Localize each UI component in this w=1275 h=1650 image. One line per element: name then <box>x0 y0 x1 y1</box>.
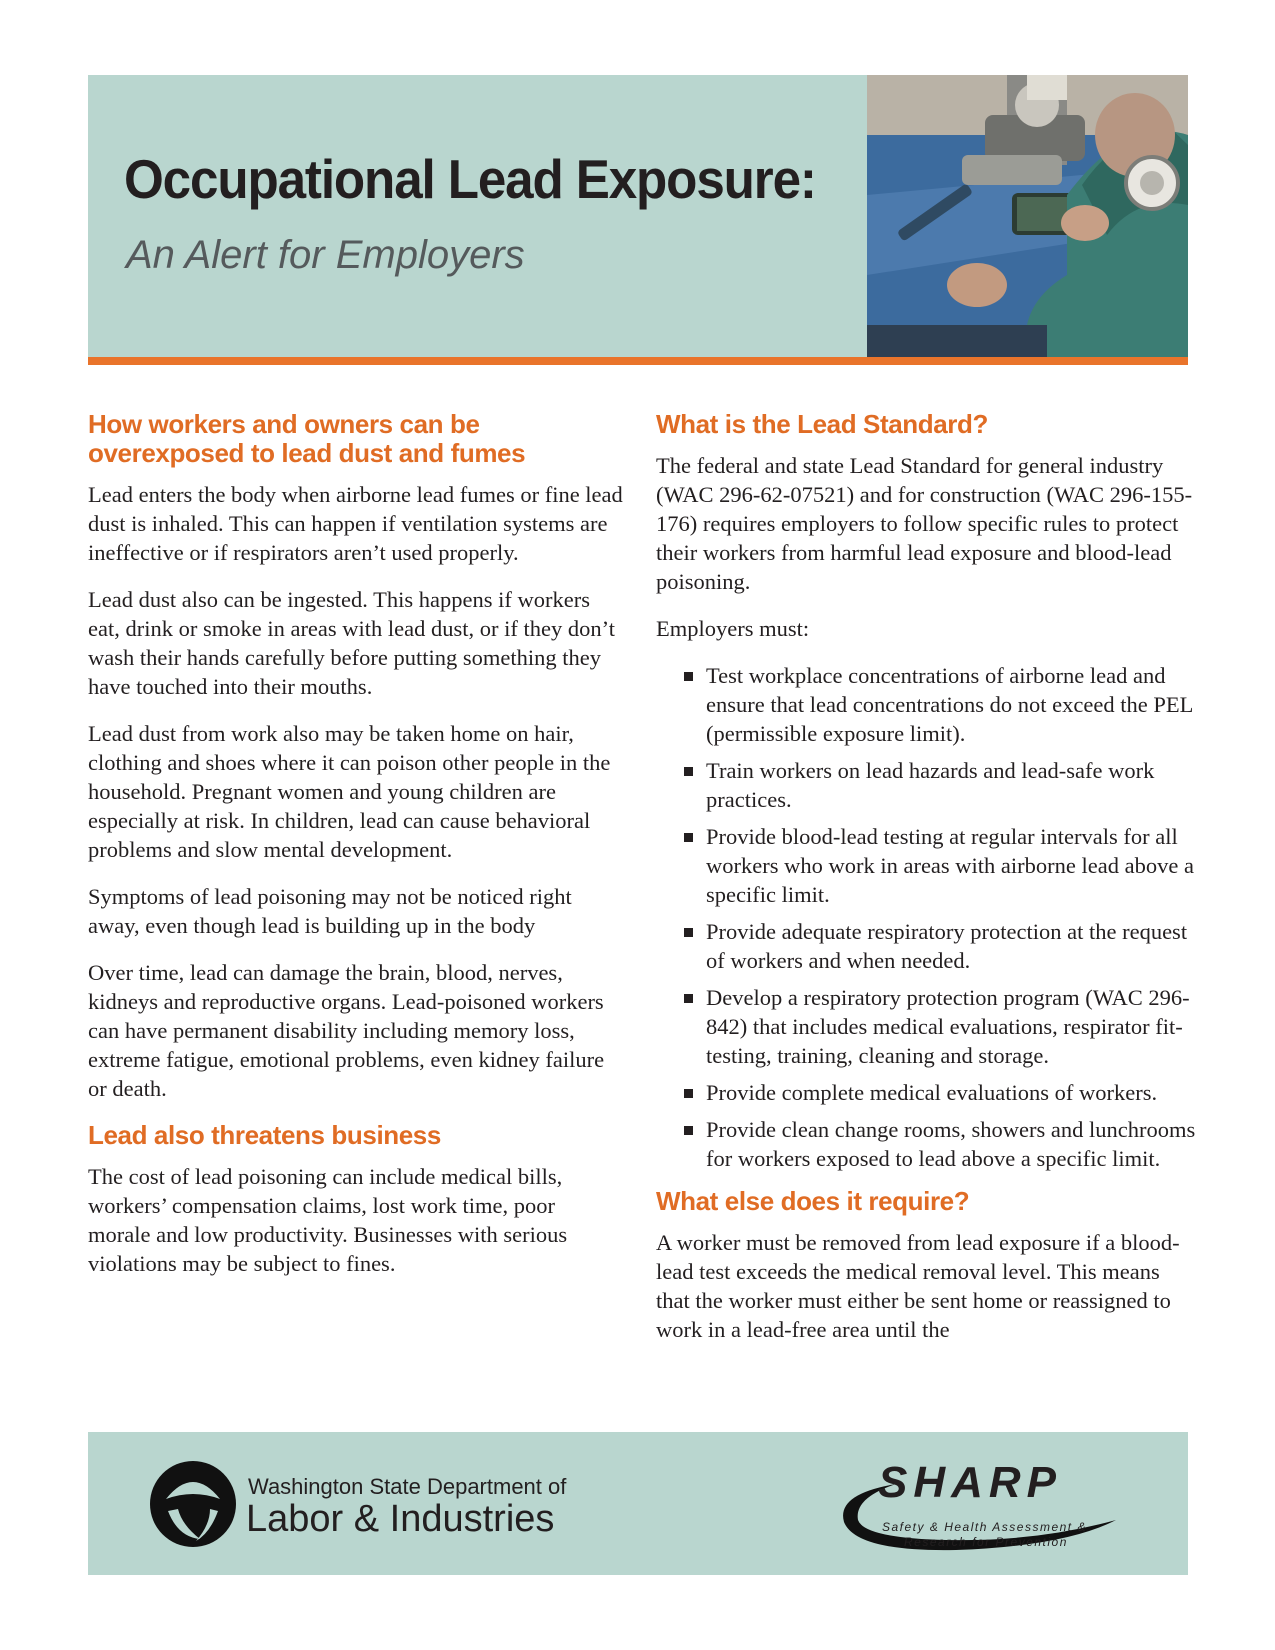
lni-agency-name: Labor & Industries <box>246 1498 555 1540</box>
section-heading-what-else: What else does it require? <box>656 1186 970 1216</box>
header-banner <box>88 75 1188 357</box>
square-bullet-icon <box>684 1089 693 1098</box>
sharp-wordmark: SHARP <box>878 1458 1063 1507</box>
sharp-logo <box>836 1454 1136 1554</box>
header-divider <box>88 357 1188 365</box>
section-heading-overexposure: How workers and owners can be overexposed to lead dust and fumes <box>88 409 526 468</box>
paragraph: Symptoms of lead poisoning may not be noticed right away, even though lead is building up in the body <box>88 884 572 938</box>
sharp-tagline-1: Safety & Health Assessment & <box>882 1520 1087 1534</box>
footer-banner <box>88 1432 1188 1575</box>
section-heading-business: Lead also threatens business <box>88 1120 441 1150</box>
paragraph: Over time, lead can damage the brain, blood, nerves, kidneys and reproductive organs. Lead-poisoned workers can have permanent disability including memory loss, extreme fatigue, emotional problems, even kidney failure or death. <box>88 960 605 1101</box>
list-item: Test workplace concentrations of airborne lead and ensure that lead concentrations do not exceed the PEL (permissible exposure limit). <box>684 661 1196 748</box>
square-bullet-icon <box>684 833 693 842</box>
employer-requirements-list <box>656 661 1196 1173</box>
lni-logo-icon <box>148 1459 238 1554</box>
list-item: Provide clean change rooms, showers and lunchrooms for workers exposed to lead above a specific limit. <box>684 1115 1196 1173</box>
right-column <box>656 410 1196 1362</box>
paragraph: Lead dust also can be ingested. This happens if workers eat, drink or smoke in areas with lead dust, or if they don’t wash their hands carefully before putting something they have touched into their mouths. <box>88 587 615 699</box>
list-item: Provide blood-lead testing at regular intervals for all workers who work in areas with airborne lead above a specific limit. <box>684 822 1196 909</box>
square-bullet-icon <box>684 767 693 776</box>
square-bullet-icon <box>684 928 693 937</box>
list-item: Train workers on lead hazards and lead-safe work practices. <box>684 756 1196 814</box>
paragraph: A worker must be removed from lead exposure if a blood-lead test exceeds the medical removal level. This means that the worker must either be sent home or reassigned to work in a lead-free area until the <box>656 1230 1180 1342</box>
page-subtitle: An Alert for Employers <box>126 233 525 277</box>
square-bullet-icon <box>684 1126 693 1135</box>
paragraph: The cost of lead poisoning can include medical bills, workers’ compensation claims, lost work time, poor morale and low productivity. Businesses with serious violations may be subject to fines. <box>88 1164 568 1276</box>
list-item: Develop a respiratory protection program (WAC 296-842) that includes medical evaluations, respirator fit-testing, training, cleaning and storage. <box>684 983 1196 1070</box>
lni-department-line: Washington State Department of <box>248 1474 567 1499</box>
page-title: Occupational Lead Exposure: <box>124 148 816 210</box>
list-item: Provide complete medical evaluations of workers. <box>684 1078 1196 1107</box>
paragraph: The federal and state Lead Standard for general industry (WAC 296-62-07521) and for construction (WAC 296-155-176) requires employers to follow specific rules to protect their workers from harmful lead exposure and blood-lead poisoning. <box>656 453 1193 594</box>
paragraph: Lead enters the body when airborne lead fumes or fine lead dust is inhaled. This can happen if ventilation systems are ineffective or if respirators aren’t used properly. <box>88 482 623 565</box>
section-heading-lead-standard: What is the Lead Standard? <box>656 409 988 439</box>
square-bullet-icon <box>684 672 693 681</box>
list-item: Provide adequate respiratory protection at the request of workers and when needed. <box>684 917 1196 975</box>
paragraph: Employers must: <box>656 616 810 641</box>
worker-microscope-photo <box>867 75 1188 357</box>
square-bullet-icon <box>684 994 693 1003</box>
left-column <box>88 410 623 1296</box>
sharp-tagline-2: Research for Prevention <box>904 1535 1068 1549</box>
paragraph: Lead dust from work also may be taken home on hair, clothing and shoes where it can poison other people in the household. Pregnant women and young children are especially at risk. In children, lead can cause behavioral problems and slow mental development. <box>88 721 611 862</box>
